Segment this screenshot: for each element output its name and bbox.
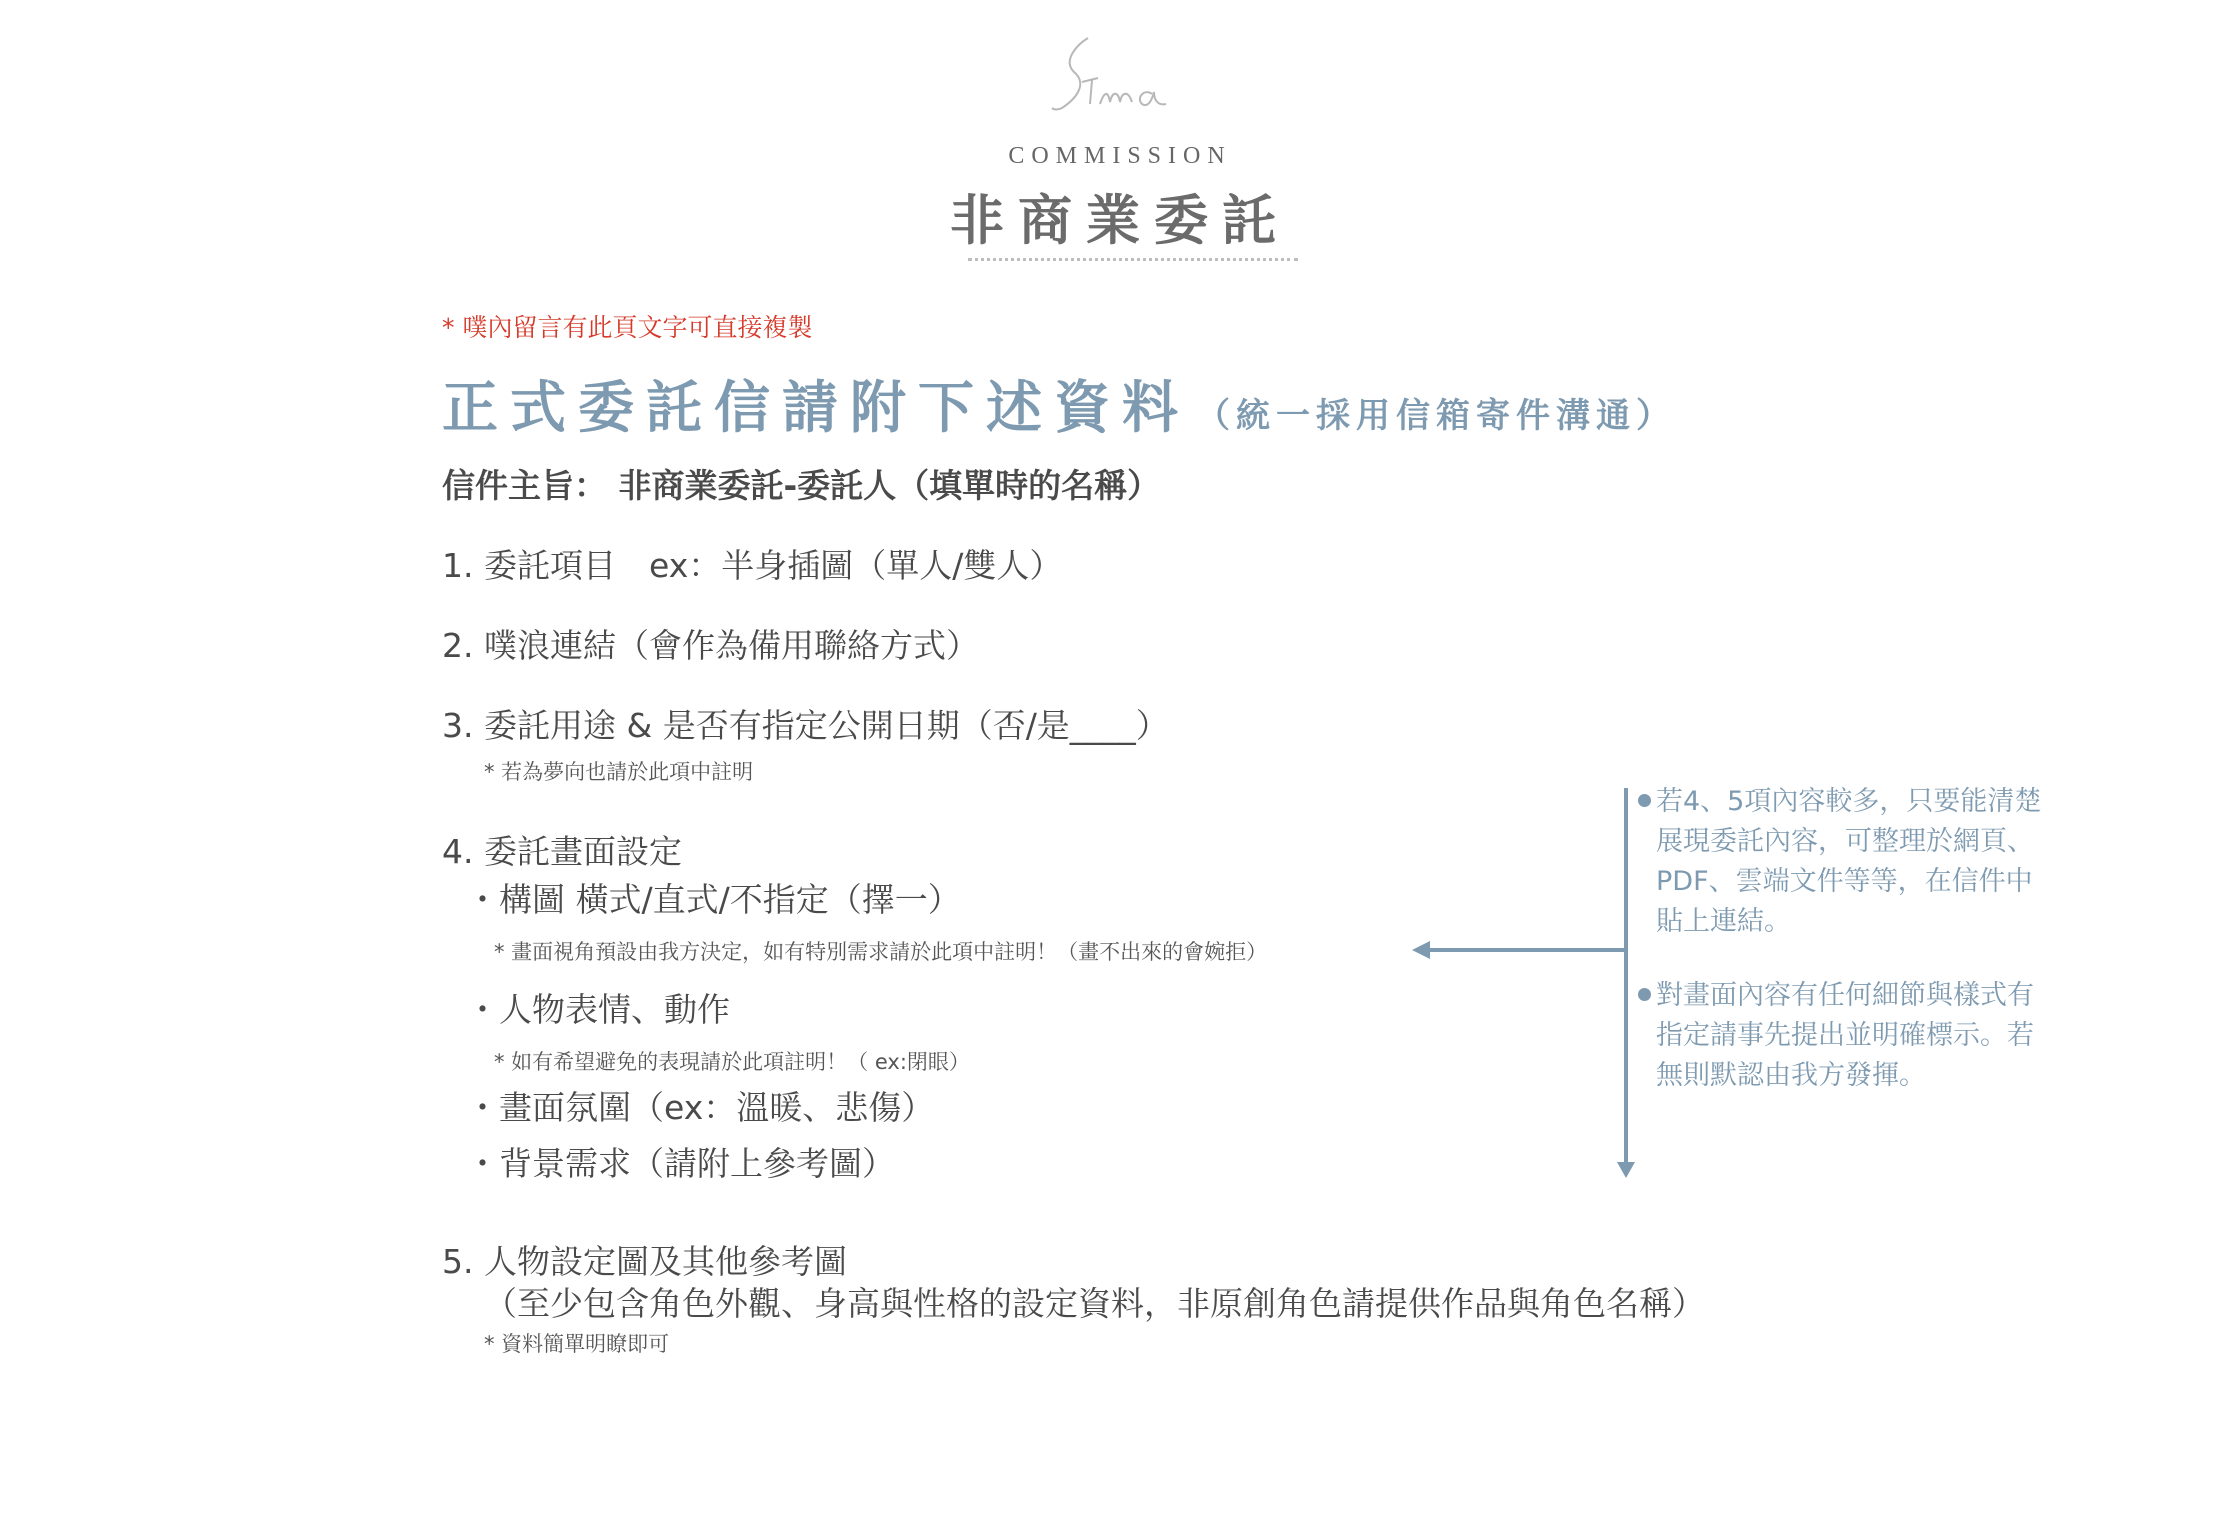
left-arrow-head: [1412, 941, 1430, 959]
bullet-dot-icon: [1638, 988, 1651, 1001]
item-5-note: * 資料簡單明瞭即可: [484, 1332, 670, 1356]
email-subject: 信件主旨： 非商業委託-委託人（填單時的名稱）: [442, 466, 1161, 505]
title-divider: [968, 258, 1298, 261]
pointer-arrows: [1400, 780, 1640, 1180]
item-4-atmosphere: ・畫面氛圍（ex：溫暖、悲傷）: [466, 1088, 935, 1127]
item-5-detail: （至少包含角色外觀、身高與性格的設定資料，非原創角色請提供作品與角色名稱）: [484, 1284, 1705, 1323]
section-heading: [442, 364, 1676, 444]
item-2: 2. 噗浪連結（會作為備用聯絡方式）: [442, 626, 979, 665]
item-1: 1. 委託項目 ex：半身插圖（單人/雙人）: [442, 546, 1063, 585]
down-arrow-head: [1617, 1162, 1635, 1178]
item-4-composition: ・構圖 橫式/直式/不指定（擇一）: [466, 880, 961, 919]
item-4-composition-note: * 畫面視角預設由我方決定，如有特別需求請於此項中註明！（畫不出來的會婉拒）: [494, 940, 1268, 964]
commission-label: COMMISSION: [1008, 143, 1232, 169]
side-note-details: [1656, 976, 2056, 1096]
bullet-dot-icon: [1638, 794, 1651, 807]
section-heading-main: 正式委託信請附下述資料: [442, 375, 1190, 441]
copy-note: * 噗內留言有此頁文字可直接複製: [442, 313, 813, 342]
item-3-note: * 若為夢向也請於此項中註明: [484, 760, 754, 784]
section-heading-sub: （統一採用信箱寄件溝通）: [1196, 396, 1676, 436]
item-4-expression: ・人物表情、動作: [466, 990, 730, 1029]
item-5: 5. 人物設定圖及其他參考圖: [442, 1242, 847, 1281]
side-note-details-text: 對畫面內容有任何細節與樣式有指定請事先提出並明確標示。若無則默認由我方發揮。: [1656, 980, 2034, 1091]
item-4-expression-note: * 如有希望避免的表現請於此項註明！（ ex:閉眼）: [494, 1050, 970, 1074]
item-3: 3. 委託用途 & 是否有指定公開日期（否/是____）: [442, 706, 1169, 745]
page-title: 非商業委託: [950, 188, 1290, 252]
item-4-background: ・背景需求（請附上參考圖）: [466, 1144, 895, 1183]
side-note-links: [1656, 782, 2056, 942]
item-4: 4. 委託畫面設定: [442, 832, 682, 871]
side-note-links-text: 若4、5項內容較多，只要能清楚展現委託內容，可整理於網頁、PDF、雲端文件等等，在信件中貼上連結。: [1656, 786, 2042, 937]
sima-logo: [1040, 30, 1200, 120]
